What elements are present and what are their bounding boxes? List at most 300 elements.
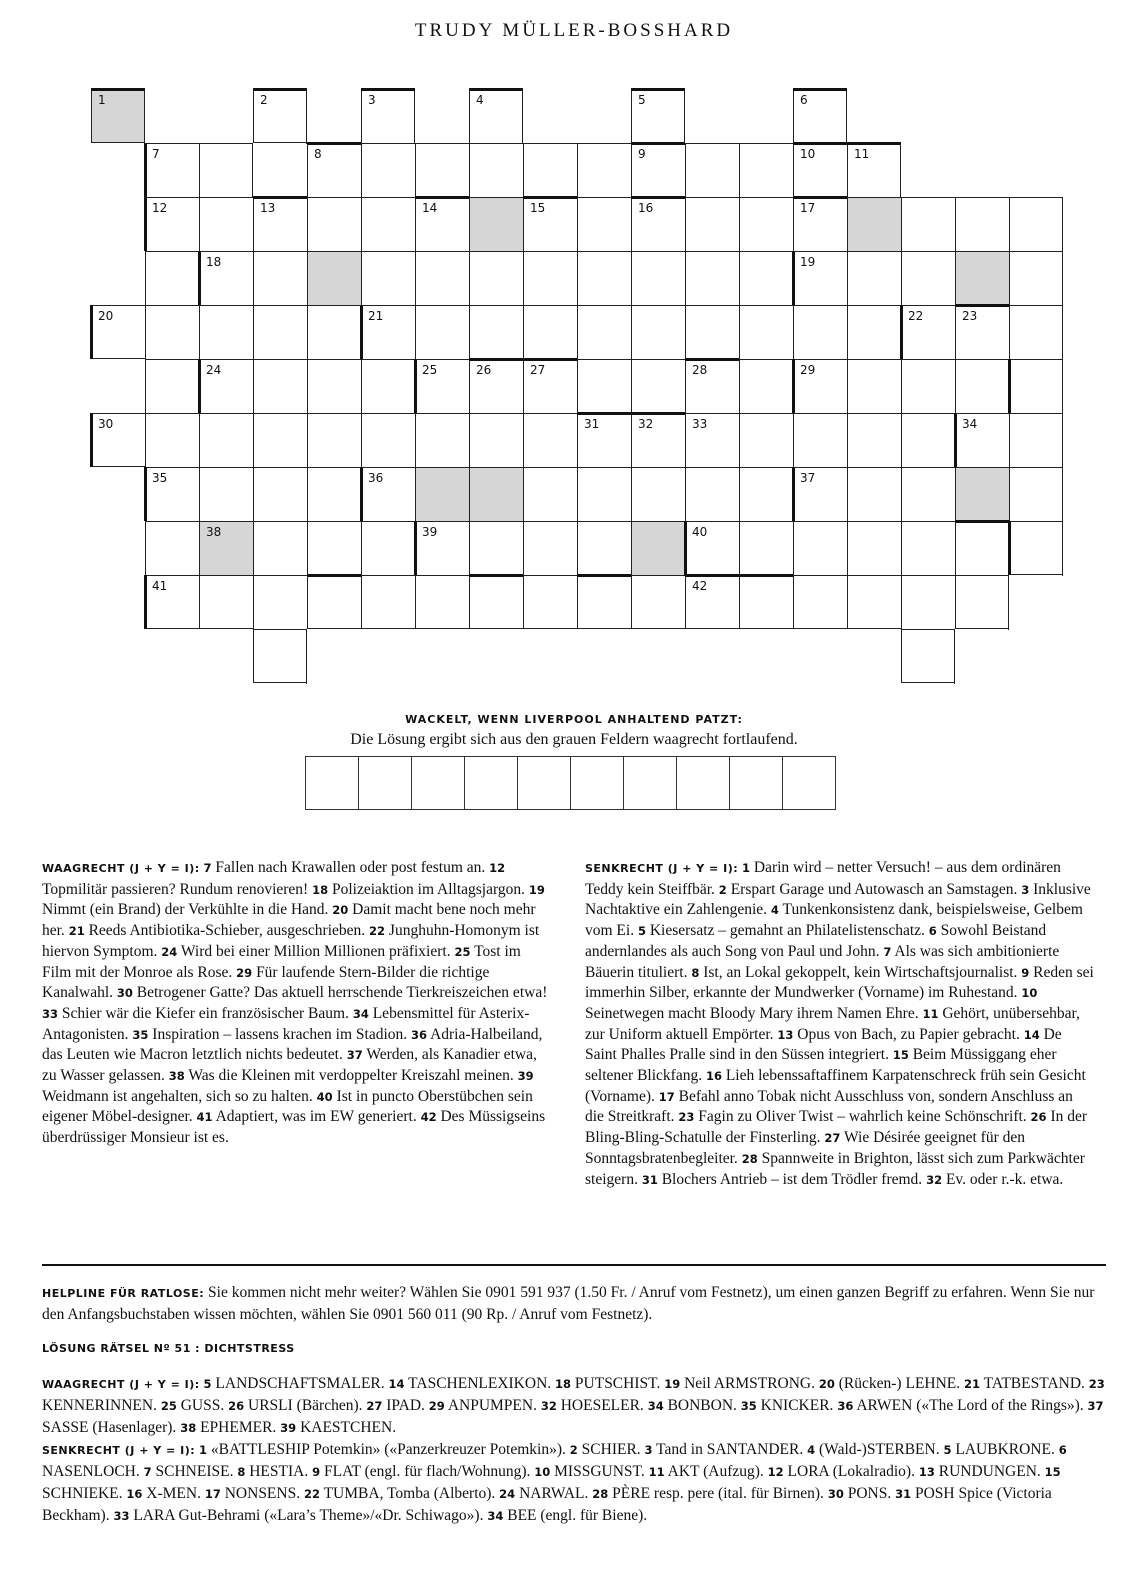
- cell-number: 22: [908, 309, 924, 323]
- grid-cell[interactable]: [577, 305, 631, 359]
- solution-box[interactable]: [676, 756, 730, 810]
- grid-cell[interactable]: [145, 359, 199, 413]
- grid-cell[interactable]: [415, 305, 469, 359]
- clue-text: Sowohl Beistand andernlandes als auch Song von Paul und John.: [585, 922, 1047, 960]
- clue-text: Des Müssigseins überdrüssiger Monsieur ist es.: [42, 1108, 546, 1147]
- word-bar: [631, 142, 685, 145]
- cell-number: 40: [692, 525, 708, 539]
- grid-cell[interactable]: [523, 143, 577, 197]
- previous-across-list: [42, 1375, 1105, 1436]
- clue-number: 39: [517, 1069, 534, 1084]
- grid-cell[interactable]: [739, 251, 793, 305]
- word-bar: [577, 574, 631, 577]
- grid-cell[interactable]: [1009, 251, 1063, 305]
- clue-text: LORA (Lokalradio).: [787, 1463, 915, 1480]
- cell-edge: [306, 89, 307, 144]
- clue-text: KNICKER.: [760, 1397, 834, 1414]
- clue-number: 38: [168, 1069, 185, 1084]
- grid-cell[interactable]: [253, 575, 307, 629]
- grid-cell[interactable]: [901, 521, 955, 575]
- grid-cell[interactable]: [847, 305, 901, 359]
- grid-cell[interactable]: [469, 143, 523, 197]
- clue-text: TATBESTAND.: [983, 1375, 1085, 1392]
- grid-cell[interactable]: [199, 467, 253, 521]
- clue-text: SASSE (Hasenlager).: [42, 1419, 177, 1436]
- grid-cell[interactable]: [523, 359, 577, 413]
- clue-text: Tand in SANTANDER.: [656, 1441, 804, 1458]
- grid-cell[interactable]: [901, 197, 955, 251]
- cell-edge: [144, 89, 145, 144]
- grid-cell[interactable]: [901, 413, 955, 467]
- grid-cell[interactable]: [739, 575, 793, 629]
- cell-edge: [1062, 305, 1063, 360]
- cell-edge: [900, 143, 901, 198]
- grid-cell[interactable]: [631, 575, 685, 629]
- grid-cell[interactable]: [199, 197, 253, 251]
- clue-number: 2: [718, 882, 727, 897]
- grid-cell[interactable]: [955, 521, 1009, 575]
- grid-cell[interactable]: [631, 413, 685, 467]
- grid-cell[interactable]: [253, 359, 307, 413]
- cell-number: 25: [422, 363, 438, 377]
- cell-edge: [522, 89, 523, 144]
- cell-number: 29: [800, 363, 816, 377]
- clue-text: ARWEN («The Lord of the Rings»).: [856, 1397, 1084, 1414]
- grid-cell[interactable]: [253, 305, 307, 359]
- cell-edge: [684, 89, 685, 144]
- grid-cell[interactable]: [415, 575, 469, 629]
- grid-cell[interactable]: [685, 521, 739, 575]
- grid-cell[interactable]: [415, 197, 469, 251]
- grid-cell[interactable]: [739, 197, 793, 251]
- clue-number: 26: [228, 1399, 245, 1413]
- grid-cell[interactable]: [793, 467, 847, 521]
- clue-number: 30: [116, 986, 133, 1001]
- grid-cell[interactable]: [523, 575, 577, 629]
- clue-text: Junghuhn-Homonym ist hiervon Symptom.: [42, 922, 540, 960]
- clue-text: Lebensmittel für Asterix-Antagonisten.: [42, 1004, 530, 1043]
- grid-cell[interactable]: [955, 413, 1009, 467]
- clue-number: 29: [428, 1399, 445, 1413]
- solution-box[interactable]: [623, 756, 677, 810]
- grid-cell[interactable]: [469, 521, 523, 575]
- grid-cell[interactable]: [307, 197, 361, 251]
- clue-text: Ev. oder r.-k. etwa.: [945, 1170, 1064, 1188]
- word-bar: [900, 305, 903, 359]
- clue-text: Ist, an Lokal gekoppelt, kein Wirtschaftsjournalist.: [703, 963, 1018, 981]
- grid-cell[interactable]: [253, 89, 307, 143]
- clue-number: 35: [740, 1399, 757, 1413]
- grid-cell[interactable]: [577, 413, 631, 467]
- clue-number: 27: [366, 1399, 383, 1413]
- clue-text: HESTIA.: [249, 1463, 309, 1480]
- grid-cell[interactable]: [523, 413, 577, 467]
- clues-down-label: SENKRECHT (J + Y = I):: [585, 862, 739, 875]
- grid-cell[interactable]: [685, 143, 739, 197]
- grid-cell[interactable]: [469, 575, 523, 629]
- grid-cell[interactable]: [523, 305, 577, 359]
- clue-number: 17: [204, 1487, 221, 1501]
- clue-text: Wird bei einer Million Millionen präfixiert.: [180, 942, 451, 960]
- cell-number: 18: [206, 255, 222, 269]
- grid-cell[interactable]: [91, 305, 145, 359]
- grid-cell[interactable]: [955, 575, 1009, 629]
- grid-cell[interactable]: [469, 251, 523, 305]
- grid-cell[interactable]: [253, 629, 307, 683]
- cell-number: 4: [476, 93, 484, 107]
- grid-cell[interactable]: [1009, 413, 1063, 467]
- grid-cell[interactable]: [685, 197, 739, 251]
- grid-cell[interactable]: [253, 467, 307, 521]
- clue-number: 34: [647, 1399, 664, 1413]
- grid-cell[interactable]: [361, 305, 415, 359]
- cell-number: 2: [260, 93, 268, 107]
- cell-edge: [1062, 359, 1063, 414]
- grid-cell[interactable]: [793, 89, 847, 143]
- cell-edge: [415, 628, 469, 629]
- grid-cell[interactable]: [739, 413, 793, 467]
- cell-number: 5: [638, 93, 646, 107]
- grid-cell[interactable]: [901, 359, 955, 413]
- grid-cell[interactable]: [307, 305, 361, 359]
- grid-cell[interactable]: [793, 197, 847, 251]
- grid-cell[interactable]: [199, 305, 253, 359]
- clue-number: 12: [767, 1465, 784, 1479]
- cell-edge: [847, 628, 901, 629]
- grid-cell[interactable]: [631, 143, 685, 197]
- grid-cell[interactable]: [631, 467, 685, 521]
- word-bar: [253, 196, 307, 199]
- grid-cell[interactable]: [253, 521, 307, 575]
- grid-cell[interactable]: [577, 467, 631, 521]
- grid-cell[interactable]: [145, 575, 199, 629]
- cell-number: 42: [692, 579, 708, 593]
- clue-number: 19: [528, 882, 545, 897]
- grid-cell[interactable]: [577, 359, 631, 413]
- word-bar: [684, 521, 687, 575]
- grid-cell[interactable]: [307, 359, 361, 413]
- grid-cell[interactable]: [199, 521, 253, 575]
- grid-cell[interactable]: [631, 521, 685, 575]
- grid-cell[interactable]: [685, 413, 739, 467]
- clue-text: TASCHENLEXIKON.: [408, 1375, 552, 1392]
- grid-cell[interactable]: [1009, 467, 1063, 521]
- clue-text: Reeds Antibiotika-Schieber, ausgeschrieben.: [88, 922, 366, 940]
- clue-text: Weidmann ist angehalten, sich so zu halten.: [42, 1087, 313, 1105]
- clue-text: Als was sich ambitionierte Bäuerin tituliert.: [585, 942, 1060, 981]
- grid-cell[interactable]: [361, 89, 415, 143]
- grid-cell[interactable]: [739, 305, 793, 359]
- grid-cell[interactable]: [847, 197, 901, 251]
- grid-cell[interactable]: [955, 467, 1009, 521]
- grid-cell[interactable]: [361, 143, 415, 197]
- cell-number: 34: [962, 417, 978, 431]
- clue-text: IPAD.: [386, 1397, 425, 1414]
- grid-cell[interactable]: [145, 197, 199, 251]
- grid-cell[interactable]: [793, 305, 847, 359]
- clue-number: 7: [883, 944, 892, 959]
- clue-number: 30: [827, 1487, 844, 1501]
- grid-cell[interactable]: [145, 143, 199, 197]
- grid-cell[interactable]: [469, 359, 523, 413]
- grid-cell[interactable]: [739, 521, 793, 575]
- grid-cell[interactable]: [577, 521, 631, 575]
- grid-cell[interactable]: [847, 143, 901, 197]
- grid-cell[interactable]: [577, 143, 631, 197]
- clue-number: 8: [237, 1465, 246, 1479]
- cell-edge: [253, 142, 307, 143]
- clue-number: 3: [644, 1443, 653, 1457]
- grid-cell[interactable]: [955, 359, 1009, 413]
- grid-cell[interactable]: [469, 305, 523, 359]
- grid-cell[interactable]: [631, 305, 685, 359]
- clue-number: 8: [691, 965, 700, 980]
- grid-cell[interactable]: [361, 521, 415, 575]
- clue-number: 1: [742, 861, 751, 875]
- grid-cell[interactable]: [145, 413, 199, 467]
- word-bar: [793, 88, 847, 91]
- clue-number: 14: [388, 1377, 405, 1391]
- word-bar: [414, 521, 417, 575]
- clue-number: 13: [777, 1027, 794, 1042]
- clue-text: «BATTLESHIP Potemkin» («Panzerkreuzer Potemkin»).: [210, 1441, 566, 1458]
- grid-cell[interactable]: [793, 575, 847, 629]
- grid-cell[interactable]: [307, 575, 361, 629]
- grid-cell[interactable]: [631, 359, 685, 413]
- solution-box[interactable]: [358, 756, 412, 810]
- clue-number: 33: [113, 1509, 130, 1523]
- solution-box[interactable]: [782, 756, 836, 810]
- clue-text: Topmilitär passieren? Rundum renovieren!: [42, 880, 309, 898]
- word-bar: [523, 196, 577, 199]
- grid-cell[interactable]: [199, 143, 253, 197]
- cell-number: 17: [800, 201, 816, 215]
- clue-text: In der Bling-Bling-Schatulle der Finsterling.: [585, 1108, 1088, 1147]
- grid-cell[interactable]: [145, 305, 199, 359]
- cell-number: 32: [638, 417, 654, 431]
- word-bar: [955, 520, 1009, 523]
- cell-number: 14: [422, 201, 438, 215]
- solution-box[interactable]: [570, 756, 624, 810]
- grid-cell[interactable]: [631, 89, 685, 143]
- clue-number: 32: [540, 1399, 557, 1413]
- grid-cell[interactable]: [685, 359, 739, 413]
- grid-cell[interactable]: [307, 413, 361, 467]
- grid-cell[interactable]: [577, 251, 631, 305]
- solution-box[interactable]: [517, 756, 571, 810]
- word-bar: [144, 143, 147, 197]
- grid-cell[interactable]: [901, 251, 955, 305]
- grid-cell[interactable]: [415, 413, 469, 467]
- divider: [42, 1264, 1106, 1266]
- clue-number: 12: [489, 861, 506, 875]
- cell-number: 30: [98, 417, 114, 431]
- clue-text: Neil ARMSTRONG.: [684, 1375, 815, 1392]
- solution-box[interactable]: [305, 756, 359, 810]
- cell-edge: [739, 628, 793, 629]
- cell-number: 21: [368, 309, 384, 323]
- grid-cell[interactable]: [523, 251, 577, 305]
- clue-text: URSLI (Bärchen).: [248, 1397, 363, 1414]
- grid-cell[interactable]: [415, 143, 469, 197]
- grid-cell[interactable]: [361, 359, 415, 413]
- grid-cell[interactable]: [91, 413, 145, 467]
- grid-cell[interactable]: [739, 467, 793, 521]
- solution-box[interactable]: [411, 756, 465, 810]
- grid-cell[interactable]: [1009, 521, 1063, 575]
- grid-cell[interactable]: [361, 197, 415, 251]
- grid-cell[interactable]: [307, 521, 361, 575]
- clue-number: 31: [641, 1172, 658, 1187]
- grid-cell[interactable]: [415, 467, 469, 521]
- word-bar: [631, 196, 685, 199]
- grid-cell[interactable]: [145, 521, 199, 575]
- grid-cell[interactable]: [469, 413, 523, 467]
- grid-cell[interactable]: [523, 521, 577, 575]
- grid-cell[interactable]: [739, 359, 793, 413]
- cell-edge: [307, 628, 361, 629]
- cell-number: 31: [584, 417, 600, 431]
- grid-cell[interactable]: [793, 521, 847, 575]
- word-bar: [253, 88, 307, 91]
- clue-number: 5: [943, 1443, 952, 1457]
- grid-cell[interactable]: [793, 251, 847, 305]
- grid-cell[interactable]: [955, 305, 1009, 359]
- grid-cell[interactable]: [1009, 359, 1063, 413]
- clue-text: KAESTCHEN.: [300, 1419, 397, 1436]
- previous-solution-heading: [42, 1337, 1108, 1359]
- grid-cell[interactable]: [847, 359, 901, 413]
- grid-cell[interactable]: [361, 413, 415, 467]
- cell-edge: [91, 358, 145, 359]
- clue-number: 36: [837, 1399, 854, 1413]
- clue-number: 32: [926, 1172, 943, 1187]
- grid-cell[interactable]: [577, 197, 631, 251]
- clue-text: PUTSCHIST.: [574, 1375, 661, 1392]
- grid-cell[interactable]: [91, 89, 145, 143]
- clue-number: 16: [705, 1069, 722, 1084]
- clue-number: 1: [199, 1443, 208, 1457]
- clue-number: 9: [312, 1465, 321, 1479]
- clue-number: 4: [807, 1443, 816, 1457]
- clue-number: 11: [922, 1006, 939, 1021]
- grid-cell[interactable]: [307, 251, 361, 305]
- grid-cell[interactable]: [1009, 197, 1063, 251]
- grid-cell[interactable]: [739, 143, 793, 197]
- grid-cell[interactable]: [577, 575, 631, 629]
- clue-number: 38: [180, 1421, 197, 1435]
- clue-number: 42: [420, 1110, 437, 1125]
- clue-text: EPHEMER.: [200, 1419, 277, 1436]
- grid-cell[interactable]: [415, 251, 469, 305]
- grid-cell[interactable]: [523, 467, 577, 521]
- clue-text: SCHNIEKE.: [42, 1485, 123, 1502]
- grid-cell[interactable]: [685, 575, 739, 629]
- grid-cell[interactable]: [793, 413, 847, 467]
- clue-text: HOESELER.: [560, 1397, 644, 1414]
- grid-cell[interactable]: [847, 413, 901, 467]
- clue-number: 31: [895, 1487, 912, 1501]
- clue-number: 37: [1087, 1399, 1104, 1413]
- grid-cell[interactable]: [253, 197, 307, 251]
- grid-cell[interactable]: [685, 305, 739, 359]
- clue-text: Fagin zu Oliver Twist – wahrlich keine Schönschrift.: [698, 1108, 1027, 1126]
- solution-box[interactable]: [464, 756, 518, 810]
- grid-cell[interactable]: [955, 251, 1009, 305]
- grid-cell[interactable]: [685, 251, 739, 305]
- clue-number: 5: [203, 1377, 212, 1391]
- grid-cell[interactable]: [955, 197, 1009, 251]
- clue-text: LAUBKRONE.: [955, 1441, 1055, 1458]
- solution-subtitle: Die Lösung ergibt sich aus den grauen Feldern waagrecht fortlaufend.: [350, 731, 798, 748]
- grid-cell[interactable]: [847, 251, 901, 305]
- clue-text: Seinetwegen macht Bloody Mary ihrem Namen Ehre.: [585, 1004, 919, 1022]
- grid-cell[interactable]: [847, 521, 901, 575]
- clue-number: 39: [280, 1421, 297, 1435]
- grid-cell[interactable]: [307, 143, 361, 197]
- grid-cell[interactable]: [199, 413, 253, 467]
- grid-cell[interactable]: [469, 89, 523, 143]
- grid-cell[interactable]: [901, 575, 955, 629]
- clue-text: X-MEN.: [146, 1485, 201, 1502]
- grid-cell[interactable]: [253, 251, 307, 305]
- grid-cell[interactable]: [415, 521, 469, 575]
- grid-cell[interactable]: [199, 575, 253, 629]
- grid-cell[interactable]: [145, 251, 199, 305]
- word-bar: [360, 305, 363, 359]
- solution-box[interactable]: [729, 756, 783, 810]
- grid-cell[interactable]: [145, 467, 199, 521]
- grid-cell[interactable]: [847, 467, 901, 521]
- word-bar: [144, 467, 147, 521]
- grid-cell[interactable]: [793, 359, 847, 413]
- word-bar: [360, 467, 363, 521]
- grid-cell[interactable]: [685, 467, 739, 521]
- grid-cell[interactable]: [631, 197, 685, 251]
- cell-edge: [1062, 413, 1063, 468]
- grid-cell[interactable]: [901, 305, 955, 359]
- grid-cell[interactable]: [631, 251, 685, 305]
- grid-cell[interactable]: [361, 467, 415, 521]
- grid-cell[interactable]: [469, 197, 523, 251]
- cell-number: 41: [152, 579, 168, 593]
- previous-solution: [42, 1373, 1108, 1527]
- grid-cell[interactable]: [199, 251, 253, 305]
- clue-text: (Wald-)STERBEN.: [819, 1441, 940, 1458]
- clue-text: Gehört, unübersehbar, zur Uniform aktuell Empörter.: [585, 1004, 1080, 1043]
- grid-cell[interactable]: [847, 575, 901, 629]
- word-bar: [198, 359, 201, 413]
- clue-text: NARWAL.: [519, 1485, 589, 1502]
- grid-cell[interactable]: [415, 359, 469, 413]
- grid-cell[interactable]: [793, 143, 847, 197]
- grid-cell[interactable]: [199, 359, 253, 413]
- grid-cell[interactable]: [1009, 305, 1063, 359]
- grid-cell[interactable]: [361, 251, 415, 305]
- grid-cell[interactable]: [253, 413, 307, 467]
- clue-number: 15: [892, 1048, 909, 1063]
- grid-cell[interactable]: [901, 467, 955, 521]
- clue-text: NASENLOCH.: [42, 1463, 140, 1480]
- clue-number: 14: [1023, 1027, 1040, 1042]
- clues-across-label: WAAGRECHT (J + Y = I):: [42, 862, 200, 875]
- grid-cell[interactable]: [307, 467, 361, 521]
- clue-number: 25: [454, 944, 471, 959]
- grid-cell[interactable]: [901, 629, 955, 683]
- grid-cell[interactable]: [469, 467, 523, 521]
- grid-cell[interactable]: [361, 575, 415, 629]
- grid-cell[interactable]: [523, 197, 577, 251]
